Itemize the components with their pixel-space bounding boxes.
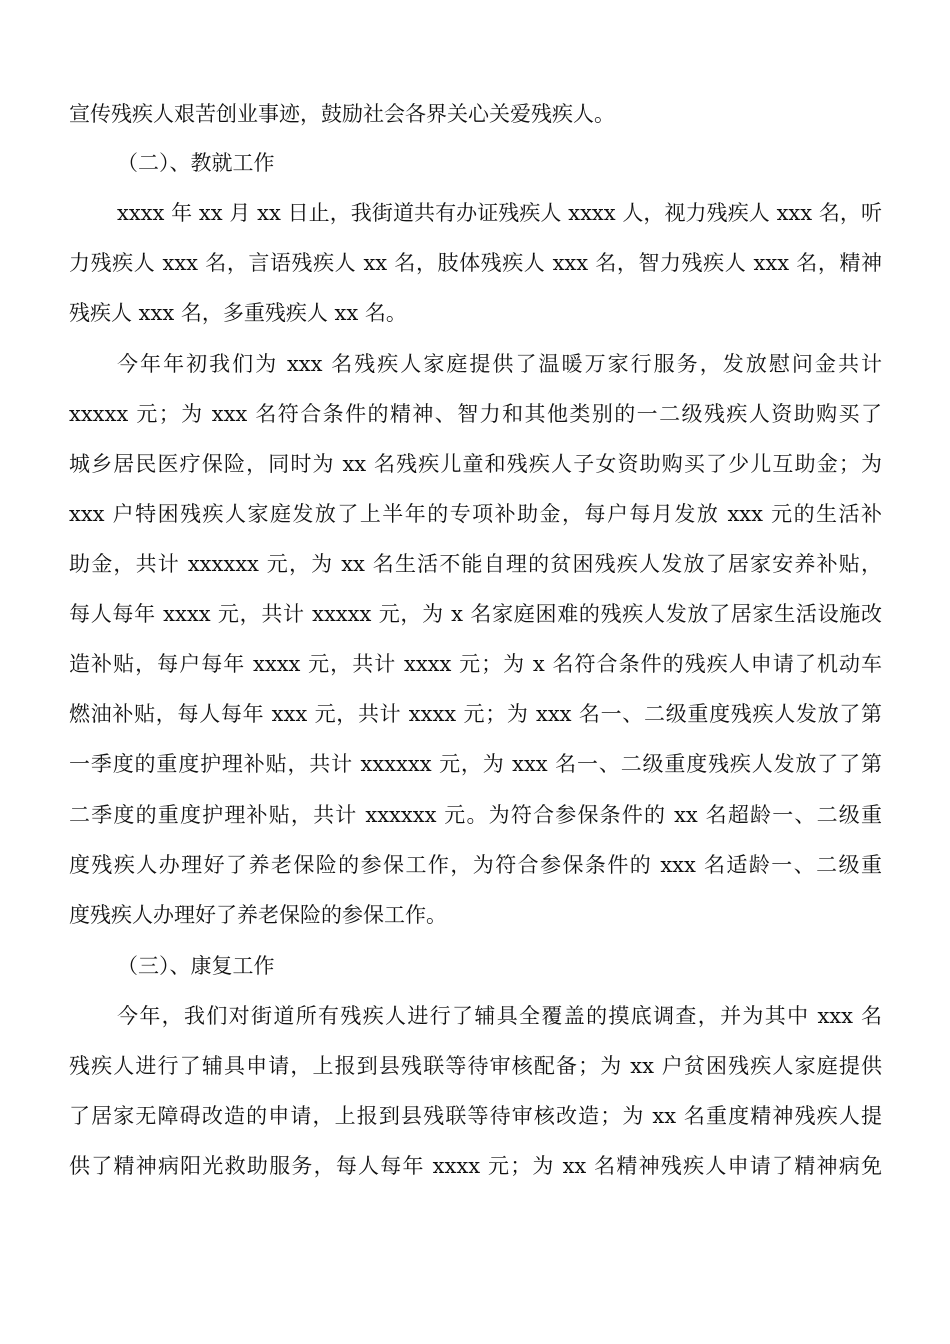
text-line: 城乡居民医疗保险，同时为 xx 名残疾儿童和残疾人子女资助购买了少儿互助金；为: [69, 452, 882, 476]
text-line: 造补贴，每户每年 xxxx 元，共计 xxxx 元；为 x 名符合条件的残疾人申请了机动车: [69, 652, 882, 676]
text-line: 度残疾人办理好了养老保险的参保工作，为符合参保条件的 xxx 名适龄一、二级重: [69, 853, 882, 877]
text-line: 每人每年 xxxx 元，共计 xxxxx 元，为 x 名家庭困难的残疾人发放了居家生活设施改: [69, 602, 882, 626]
text-line: 助金，共计 xxxxxx 元，为 xx 名生活不能自理的贫困残疾人发放了居家安养补贴，: [69, 552, 882, 576]
text-line: xxxx 年 xx 月 xx 日止，我街道共有办证残疾人 xxxx 人，视力残疾人 xxx 名，听: [117, 201, 882, 225]
text-line: 了居家无障碍改造的申请，上报到县残联等待审核改造；为 xx 名重度精神残疾人提: [69, 1104, 882, 1128]
text-line: xxxxx 元；为 xxx 名符合条件的精神、智力和其他类别的一二级残疾人资助购买了: [69, 402, 882, 426]
text-line: 宣传残疾人艰苦创业事迹，鼓励社会各界关心关爱残疾人。: [69, 102, 615, 126]
text-line: 今年年初我们为 xxx 名残疾人家庭提供了温暖万家行服务，发放慰问金共计: [117, 352, 882, 376]
section-heading: （二）、教就工作: [117, 151, 275, 175]
text-line: 残疾人进行了辅具申请，上报到县残联等待审核配备；为 xx 户贫困残疾人家庭提供: [69, 1054, 882, 1078]
text-line: xxx 户特困残疾人家庭发放了上半年的专项补助金，每户每月发放 xxx 元的生活补: [69, 502, 882, 526]
text-line: 今年，我们对街道所有残疾人进行了辅具全覆盖的摸底调查，并为其中 xxx 名: [117, 1004, 882, 1028]
text-line: 燃油补贴，每人每年 xxx 元，共计 xxxx 元；为 xxx 名一、二级重度残疾人发放了第: [69, 702, 882, 726]
text-line: 二季度的重度护理补贴，共计 xxxxxx 元。为符合参保条件的 xx 名超龄一、二级重: [69, 803, 882, 827]
text-line: 残疾人 xxx 名，多重残疾人 xx 名。: [69, 301, 407, 325]
text-line: 供了精神病阳光救助服务，每人每年 xxxx 元；为 xx 名精神残疾人申请了精神病免: [69, 1154, 882, 1178]
text-line: 度残疾人办理好了养老保险的参保工作。: [69, 903, 447, 927]
section-heading: （三）、康复工作: [117, 954, 275, 978]
text-line: 力残疾人 xxx 名，言语残疾人 xx 名，肢体残疾人 xxx 名，智力残疾人 xxx 名，精神: [69, 251, 882, 275]
text-line: 一季度的重度护理补贴，共计 xxxxxx 元，为 xxx 名一、二级重度残疾人发放了了第: [69, 752, 882, 776]
